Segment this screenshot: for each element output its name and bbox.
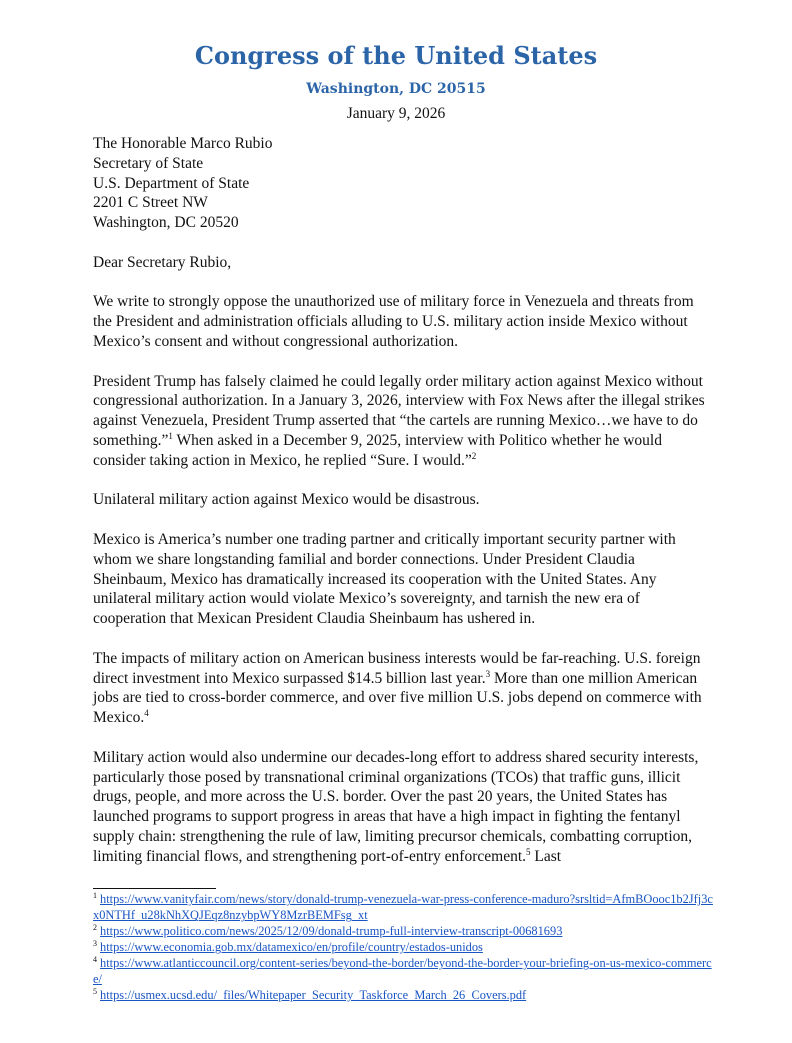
footnote-link[interactable]: https://www.vanityfair.com/news/story/donald-trump-venezuela-war-press-conference-maduro?srsltid=AfmBOooc1b2Jfj3cx0NTHf_u28kNhXQJEqz8nzybpWY8MzrBEMFsg_xt xyxy=(93,892,713,923)
footnote-link[interactable]: https://www.economia.gob.mx/datamexico/en/profile/country/estados-unidos xyxy=(100,940,483,955)
footnote-link[interactable]: https://www.atlanticcouncil.org/content-series/beyond-the-border/beyond-the-border-your-briefing-on-us-mexico-commerce/ xyxy=(93,956,712,987)
recipient-name: The Honorable Marco Rubio xyxy=(93,135,273,152)
recipient-street: 2201 C Street NW xyxy=(93,194,208,212)
letterhead-title: Congress of the United States xyxy=(194,41,598,70)
recipient-address xyxy=(93,134,707,233)
footnote-link[interactable]: https://www.politico.com/news/2025/12/09/donald-trump-full-interview-transcript-00681693 xyxy=(100,924,563,939)
paragraph-text: The impacts of military action on American business interests would be far-reaching. U.S. foreign direct investment into Mexico surpassed $14.5 billion last year. xyxy=(93,649,701,687)
paragraph-text: Last xyxy=(530,847,562,865)
footnotes xyxy=(93,891,713,1003)
paragraph-text: President Trump has falsely claimed he could legally order military action against Mexico without congressional authorization. In a January 3, 2026, interview with Fox News after the illegal strikes against Venezuela, President Trump asserted that “the cartels are running Mexico…we have to do something.” xyxy=(93,372,705,449)
body-paragraph xyxy=(93,748,707,867)
footnote xyxy=(93,987,713,1003)
salutation: Dear Secretary Rubio, xyxy=(93,253,232,271)
footnote-divider xyxy=(93,888,216,889)
footnote-number: 4 xyxy=(93,955,97,965)
paragraph-text: Unilateral military action against Mexico would be disastrous. xyxy=(93,491,480,509)
footnote xyxy=(93,939,713,955)
footnote-number: 2 xyxy=(93,923,97,933)
paragraph-text: Mexico is America’s number one trading partner and critically important security partner with whom we share longstanding familial and border connections. Under President Claudia Sheinbaum, Mexico has dramatically increased its cooperation with the United States. Any unilateral military action would violate Mexico’s sovereignty, and tarnish the new era of cooperation that Mexican President Claudia Sheinbaum has ushered in. xyxy=(93,530,676,628)
body-paragraph xyxy=(93,372,707,471)
letter-body xyxy=(93,134,707,866)
paragraph-text: We write to strongly oppose the unauthorized use of military force in Venezuela and threats from the President and administration officials alluding to U.S. military action inside Mexico without Mexico’s consent and without congressional authorization. xyxy=(93,293,694,350)
body-paragraph xyxy=(93,649,707,728)
letter-paragraphs xyxy=(93,292,707,866)
footnote xyxy=(93,891,713,923)
letterhead-address: Washington, DC 20515 xyxy=(306,81,486,97)
footnote-link[interactable]: https://usmex.ucsd.edu/_files/Whitepaper_Security_Taskforce_March_26_Covers.pdf xyxy=(100,988,527,1003)
footnote-reference[interactable]: 4 xyxy=(144,708,149,719)
recipient-title: Secretary of State xyxy=(93,154,204,172)
footnote-reference[interactable]: 3 xyxy=(485,668,491,679)
footnote-reference[interactable]: 1 xyxy=(168,430,173,441)
recipient-city: Washington, DC 20520 xyxy=(93,214,239,232)
footnote-reference[interactable]: 5 xyxy=(526,846,531,857)
footnote xyxy=(93,923,713,939)
body-paragraph xyxy=(93,292,707,351)
footnote-number: 3 xyxy=(93,939,97,949)
footnote-number: 1 xyxy=(93,891,97,901)
paragraph-text: Military action would also undermine our decades-long effort to address shared security interests, particularly those posed by transnational criminal organizations (TCOs) that traffic guns, illicit drugs, people, and more across the U.S. border. Over the past 20 years, the United States has launched programs to support progress in areas that have a high impact in fighting the fentanyl supply chain: strengthening the rule of law, limiting precursor chemicals, combatting corruption, limiting financial flows, and strengthening port-of-entry enforcement. xyxy=(93,748,699,865)
footnote-reference[interactable]: 2 xyxy=(471,450,477,461)
footnote xyxy=(93,955,713,987)
body-paragraph xyxy=(93,490,707,510)
paragraph-text: More than one million American jobs are tied to cross-border commerce, and over five million U.S. jobs depend on commerce with Mexico. xyxy=(93,669,702,727)
footnote-number: 5 xyxy=(93,987,97,997)
letter-date: January 9, 2026 xyxy=(346,105,446,122)
body-paragraph xyxy=(93,530,707,629)
recipient-department: U.S. Department of State xyxy=(93,174,250,192)
paragraph-text: When asked in a December 9, 2025, interview with Politico whether he would consider taking action in Mexico, he replied “Sure. I would.” xyxy=(93,431,662,469)
